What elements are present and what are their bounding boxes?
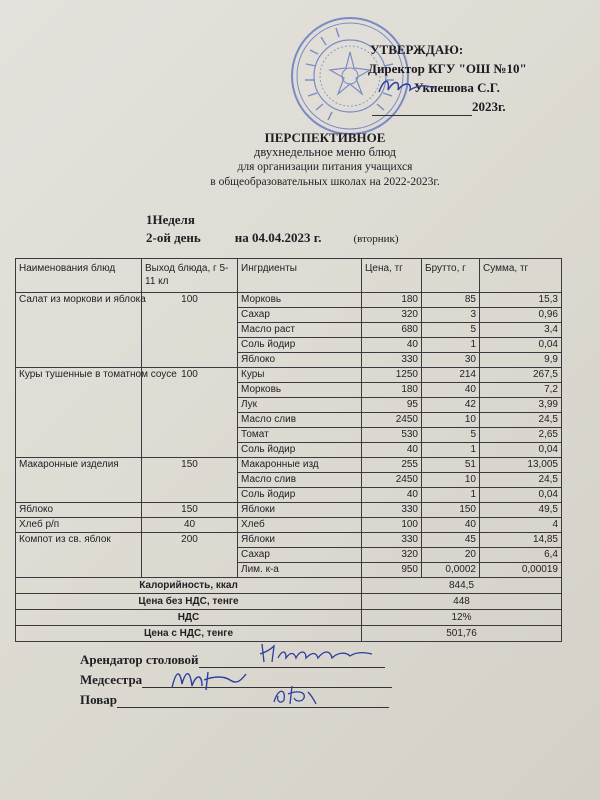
ingredient-name: Яблоки (238, 533, 362, 548)
ingredient-price: 40 (362, 338, 422, 353)
cook-signature-icon (268, 682, 318, 706)
ingredient-price: 680 (362, 323, 422, 338)
ingredient-sum: 24,5 (480, 473, 562, 488)
signature-tenant-label: Арендатор столовой (80, 652, 199, 667)
dish-name: Куры тушенные в томатном соусе (16, 368, 142, 458)
ingredient-gross: 40 (422, 383, 480, 398)
approval-year-line (372, 102, 472, 116)
ingredient-sum: 6,4 (480, 548, 562, 563)
ingredient-sum: 14,85 (480, 533, 562, 548)
summary-row (16, 594, 562, 610)
summary-value: 448 (362, 594, 562, 610)
ingredient-sum: 0,00019 (480, 563, 562, 578)
ingredient-gross: 45 (422, 533, 480, 548)
dish-name: Компот из св. яблок (16, 533, 142, 578)
title-line-3: для организации питания учащихся (237, 161, 413, 173)
ingredient-sum: 0,04 (480, 338, 562, 353)
approval-year (368, 97, 558, 116)
summary-label: НДС (16, 610, 362, 626)
table-row (16, 293, 562, 308)
ingredient-price: 2450 (362, 413, 422, 428)
dish-output: 150 (142, 458, 238, 503)
ingredient-gross: 51 (422, 458, 480, 473)
dish-output: 100 (142, 293, 238, 368)
dish-name: Салат из моркови и яблока (16, 293, 142, 368)
dish-output: 200 (142, 533, 238, 578)
header-output: Выход блюда, г 5-11 кл (142, 259, 238, 293)
dish-output: 150 (142, 503, 238, 518)
ingredient-gross: 0,0002 (422, 563, 480, 578)
ingredient-price: 320 (362, 548, 422, 563)
summary-value: 12% (362, 610, 562, 626)
ingredient-sum: 2,65 (480, 428, 562, 443)
ingredient-price: 180 (362, 383, 422, 398)
header-gross: Брутто, г (422, 259, 480, 293)
ingredient-gross: 214 (422, 368, 480, 383)
summary-row (16, 610, 562, 626)
summary-value: 844,5 (362, 578, 562, 594)
ingredient-sum: 13,005 (480, 458, 562, 473)
header-dish-name: Наименования блюд (16, 259, 142, 293)
ingredient-sum: 15,3 (480, 293, 562, 308)
ingredient-gross: 30 (422, 353, 480, 368)
dish-output: 40 (142, 518, 238, 533)
ingredient-name: Соль йодир (238, 338, 362, 353)
ingredient-price: 40 (362, 488, 422, 503)
title-line-4: в общеобразовательных школах на 2022-2023г. (210, 176, 440, 188)
signature-cook (80, 692, 389, 708)
ingredient-name: Томат (238, 428, 362, 443)
ingredient-gross: 150 (422, 503, 480, 518)
ingredient-name: Сахар (238, 548, 362, 563)
header-ingredients: Ингрдиенты (238, 259, 362, 293)
ingredient-price: 530 (362, 428, 422, 443)
ingredient-gross: 10 (422, 473, 480, 488)
ingredient-sum: 3,4 (480, 323, 562, 338)
ingredient-price: 1250 (362, 368, 422, 383)
ingredient-name: Сахар (238, 308, 362, 323)
table-row (16, 458, 562, 473)
ingredient-gross: 42 (422, 398, 480, 413)
approval-heading: УТВЕРЖДАЮ: (370, 42, 464, 57)
ingredient-price: 330 (362, 353, 422, 368)
ingredient-name: Соль йодир (238, 443, 362, 458)
summary-label: Цена с НДС, тенге (16, 626, 362, 642)
ingredient-sum: 7,2 (480, 383, 562, 398)
weekday-label: (вторник) (353, 233, 399, 245)
document-title (160, 130, 490, 190)
director-signature-icon (376, 74, 436, 98)
nurse-signature-icon (168, 664, 248, 692)
ingredient-name: Яблоки (238, 503, 362, 518)
signature-cook-line (117, 693, 389, 708)
ingredient-price: 2450 (362, 473, 422, 488)
ingredient-price: 330 (362, 533, 422, 548)
summary-row (16, 578, 562, 594)
ingredient-gross: 5 (422, 323, 480, 338)
ingredient-name: Масло слив (238, 473, 362, 488)
ingredient-name: Хлеб (238, 518, 362, 533)
ingredient-price: 100 (362, 518, 422, 533)
ingredient-sum: 0,96 (480, 308, 562, 323)
ingredient-price: 95 (362, 398, 422, 413)
table-row (16, 503, 562, 518)
ingredient-price: 180 (362, 293, 422, 308)
ingredient-gross: 1 (422, 443, 480, 458)
signature-cook-label: Повар (80, 692, 118, 707)
ingredient-name: Соль йодир (238, 488, 362, 503)
dish-name: Хлеб р/п (16, 518, 142, 533)
header-price: Цена, тг (362, 259, 422, 293)
signature-nurse-label: Медсестра (80, 672, 143, 687)
ingredient-gross: 1 (422, 488, 480, 503)
ingredient-name: Лук (238, 398, 362, 413)
ingredient-name: Лим. к-а (238, 563, 362, 578)
title-line-1: ПЕРСПЕКТИВНОЕ (264, 130, 386, 145)
table-row (16, 368, 562, 383)
summary-value: 501,76 (362, 626, 562, 642)
table-header-row (16, 259, 562, 293)
ingredient-sum: 24,5 (480, 413, 562, 428)
ingredient-gross: 1 (422, 338, 480, 353)
ingredient-name: Морковь (238, 383, 362, 398)
ingredient-sum: 49,5 (480, 503, 562, 518)
date-label: на 04.04.2023 г. (234, 230, 322, 245)
table-row (16, 533, 562, 548)
ingredient-sum: 9,9 (480, 353, 562, 368)
ingredient-price: 255 (362, 458, 422, 473)
ingredient-name: Масло слив (238, 413, 362, 428)
ingredient-price: 950 (362, 563, 422, 578)
ingredient-gross: 3 (422, 308, 480, 323)
ingredient-name: Масло раст (238, 323, 362, 338)
ingredient-name: Куры (238, 368, 362, 383)
dish-name: Макаронные изделия (16, 458, 142, 503)
ingredient-name: Макаронные изд (238, 458, 362, 473)
dish-name: Яблоко (16, 503, 142, 518)
summary-label: Калорийность, ккал (16, 578, 362, 594)
menu-table-body (16, 293, 562, 642)
ingredient-sum: 4 (480, 518, 562, 533)
ingredient-gross: 5 (422, 428, 480, 443)
menu-table (15, 258, 562, 642)
summary-label: Цена без НДС, тенге (16, 594, 362, 610)
title-line-2: двухнедельное меню блюд (254, 145, 396, 159)
approval-director: Директор КГУ "ОШ №10" (368, 61, 527, 76)
ingredient-price: 40 (362, 443, 422, 458)
ingredient-name: Яблоко (238, 353, 362, 368)
day-label: 2-ой день (146, 230, 201, 245)
ingredient-price: 320 (362, 308, 422, 323)
ingredient-sum: 3,99 (480, 398, 562, 413)
ingredient-sum: 0,04 (480, 443, 562, 458)
week-label: 1Неделя (146, 212, 195, 227)
day-line (146, 230, 399, 246)
ingredient-sum: 0,04 (480, 488, 562, 503)
ingredient-sum: 267,5 (480, 368, 562, 383)
tenant-signature-icon (256, 640, 376, 666)
ingredient-gross: 20 (422, 548, 480, 563)
approval-name-text: Укпешова С.Г. (414, 80, 500, 95)
ingredient-name: Морковь (238, 293, 362, 308)
ingredient-gross: 85 (422, 293, 480, 308)
dish-output: 100 (142, 368, 238, 458)
ingredient-gross: 10 (422, 413, 480, 428)
ingredient-gross: 40 (422, 518, 480, 533)
ingredient-price: 330 (362, 503, 422, 518)
approval-year-text: 2023г. (472, 99, 506, 114)
header-sum: Сумма, тг (480, 259, 562, 293)
table-row (16, 518, 562, 533)
